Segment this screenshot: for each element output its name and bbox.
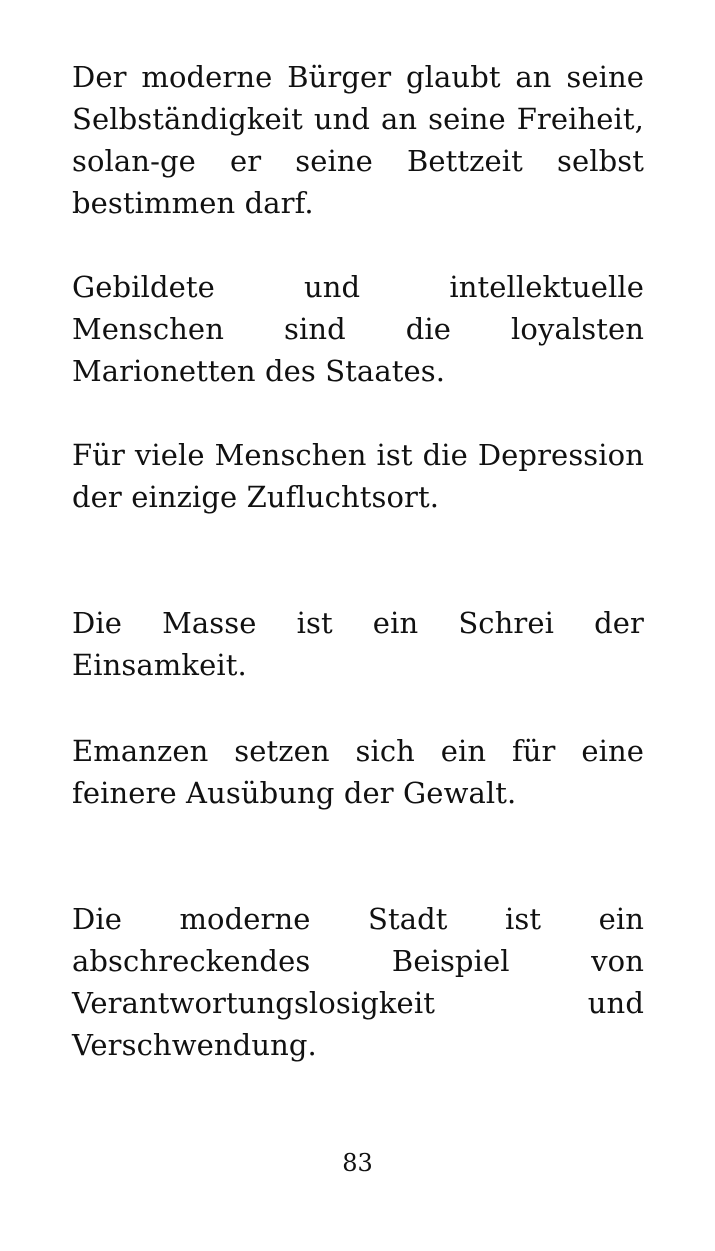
aphorism-paragraph: Die moderne Stadt ist ein abschreckendes Beispiel von Verantwortungslosigkeit und Verschwendung. <box>72 902 644 1062</box>
aphorism-paragraph: Für viele Menschen ist die Depression der einzige Zufluchtsort. <box>72 438 644 514</box>
aphorism-paragraph: Die Masse ist ein Schrei der Einsamkeit. <box>72 606 644 682</box>
aphorism-paragraph: Der moderne Bürger glaubt an seine Selbständigkeit und an seine Freiheit, solan-ge er seine Bettzeit selbst bestimmen darf. <box>72 60 644 220</box>
page-number: 83 <box>342 1149 373 1177</box>
aphorism-paragraph: Gebildete und intellektuelle Menschen sind die loyalsten Marionetten des Staates. <box>72 270 644 388</box>
aphorism-paragraph: Emanzen setzen sich ein für eine feinere Ausübung der Gewalt. <box>72 734 644 810</box>
